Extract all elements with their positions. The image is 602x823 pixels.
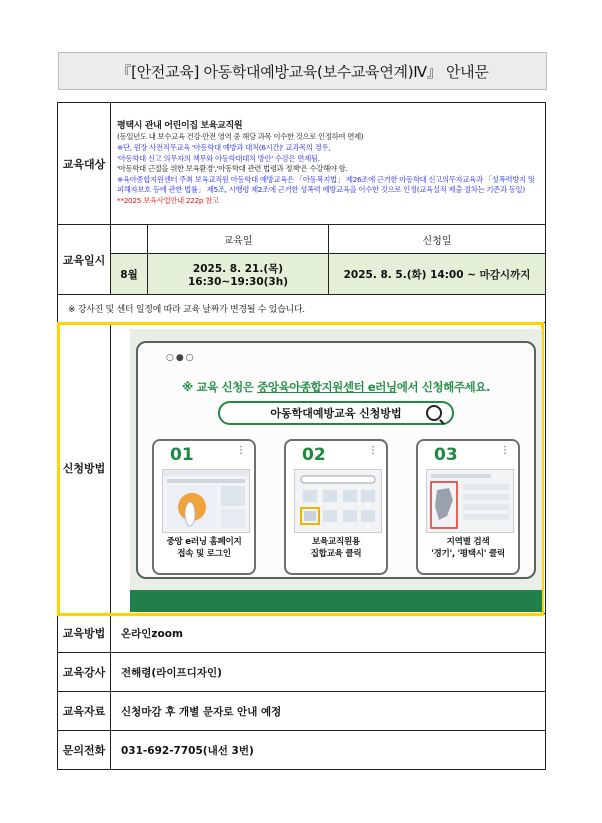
step-card — [152, 439, 256, 575]
menu-screenshot — [294, 469, 382, 533]
step-number: 01 — [170, 445, 194, 465]
more-icon: ⋮ — [236, 445, 246, 456]
edu-date: 2025. 8. 21.(목) 16:30~19:30(3h) — [148, 254, 329, 295]
more-icon: ⋮ — [368, 445, 378, 456]
apply-date: 2025. 8. 5.(화) 14:00 ~ 마감시까지 — [329, 254, 546, 295]
phone-label: 문의전화 — [58, 731, 111, 770]
target-reference: **2025 보육사업안내 222p 참고 — [117, 195, 219, 205]
browser-frame — [136, 341, 536, 579]
document-title: 『[안전교육] 아동학대예방교육(보수교육연계)Ⅳ』 안내문 — [58, 52, 547, 90]
banner-footer-bar — [130, 590, 542, 612]
target-label: 교육대상 — [58, 103, 111, 225]
method-label: 교육방법 — [58, 614, 111, 653]
method-value: 온라인zoom — [111, 614, 546, 653]
target-note: '아동학대 근절을 위한 보육환경','아동학대 관련 법령과 정책'은 수강해야 함. — [117, 164, 348, 174]
more-icon: ⋮ — [500, 445, 510, 456]
edu-date-header: 교육일 — [148, 225, 329, 254]
target-note: ※단, 원장 사전직무교육 '아동학대 예방과 대처(6시간)' 교과목의 경우, — [117, 143, 331, 153]
window-dots-icon: ○●○ — [166, 353, 196, 363]
search-icon — [426, 405, 442, 421]
target-heading: 평택시 관내 어린이집 보육교직원 — [117, 121, 243, 132]
search-bar: 아동학대예방교육 신청방법 — [218, 401, 454, 425]
instructor-value: 전해령(라이프디자인) — [111, 653, 546, 692]
schedule-label: 교육일시 — [58, 225, 111, 295]
step-caption: 지역별 검색 '경기', '평택시' 클릭 — [431, 537, 505, 559]
apply-method-banner — [57, 322, 544, 616]
step-number: 03 — [434, 445, 458, 465]
apply-method-label: 신청방법 — [58, 323, 111, 614]
phone-value: 031-692-7705(내선 3번) — [111, 731, 546, 770]
schedule-note: ※ 강사진 및 센터 일정에 따라 교육 날짜가 변경될 수 있습니다. — [58, 295, 546, 323]
step-card — [416, 439, 520, 575]
step-card — [284, 439, 388, 575]
target-content — [111, 103, 546, 225]
step-caption: 보육교직원용 집합교육 클릭 — [310, 537, 362, 559]
instructor-label: 교육강사 — [58, 653, 111, 692]
banner-headline: ※ 교육 신청은 중앙육아종합지원센터 e러닝에서 신청해주세요. — [182, 380, 490, 394]
step-caption: 중앙 e러닝 홈페이지 접속 및 로그인 — [166, 537, 242, 559]
material-value: 신청마감 후 개별 문자로 안내 예정 — [111, 692, 546, 731]
apply-date-header: 신청일 — [329, 225, 546, 254]
homepage-screenshot — [162, 469, 250, 533]
banner-image — [130, 329, 542, 612]
region-map-screenshot — [426, 469, 514, 533]
month-cell: 8월 — [111, 254, 148, 295]
material-label: 교육자료 — [58, 692, 111, 731]
target-line: (동일년도 내 보수교육 건강·안전 영역 중 해당 과목 이수한 것으로 인정하여 면제) — [117, 132, 364, 142]
target-note: '아동학대 신고 의무자의 책무와 아동학대대처 방안' 수강은 면제됨. — [117, 153, 320, 163]
step-number: 02 — [302, 445, 326, 465]
target-law-note: ※육아종합지원센터 주최 보육교직원 아동학대 예방교육은 「아동복지법」 제26조에 근거한 아동학대 신고의무자교육과 「성폭력방지 및 피해자보호 등에 관한 법률」 제5조, 시행령 제2조에 근거한 성폭력 예방교육을 이수한 것으로 인정(교육실적 제출 절차는 기존과 동일) — [117, 174, 535, 195]
